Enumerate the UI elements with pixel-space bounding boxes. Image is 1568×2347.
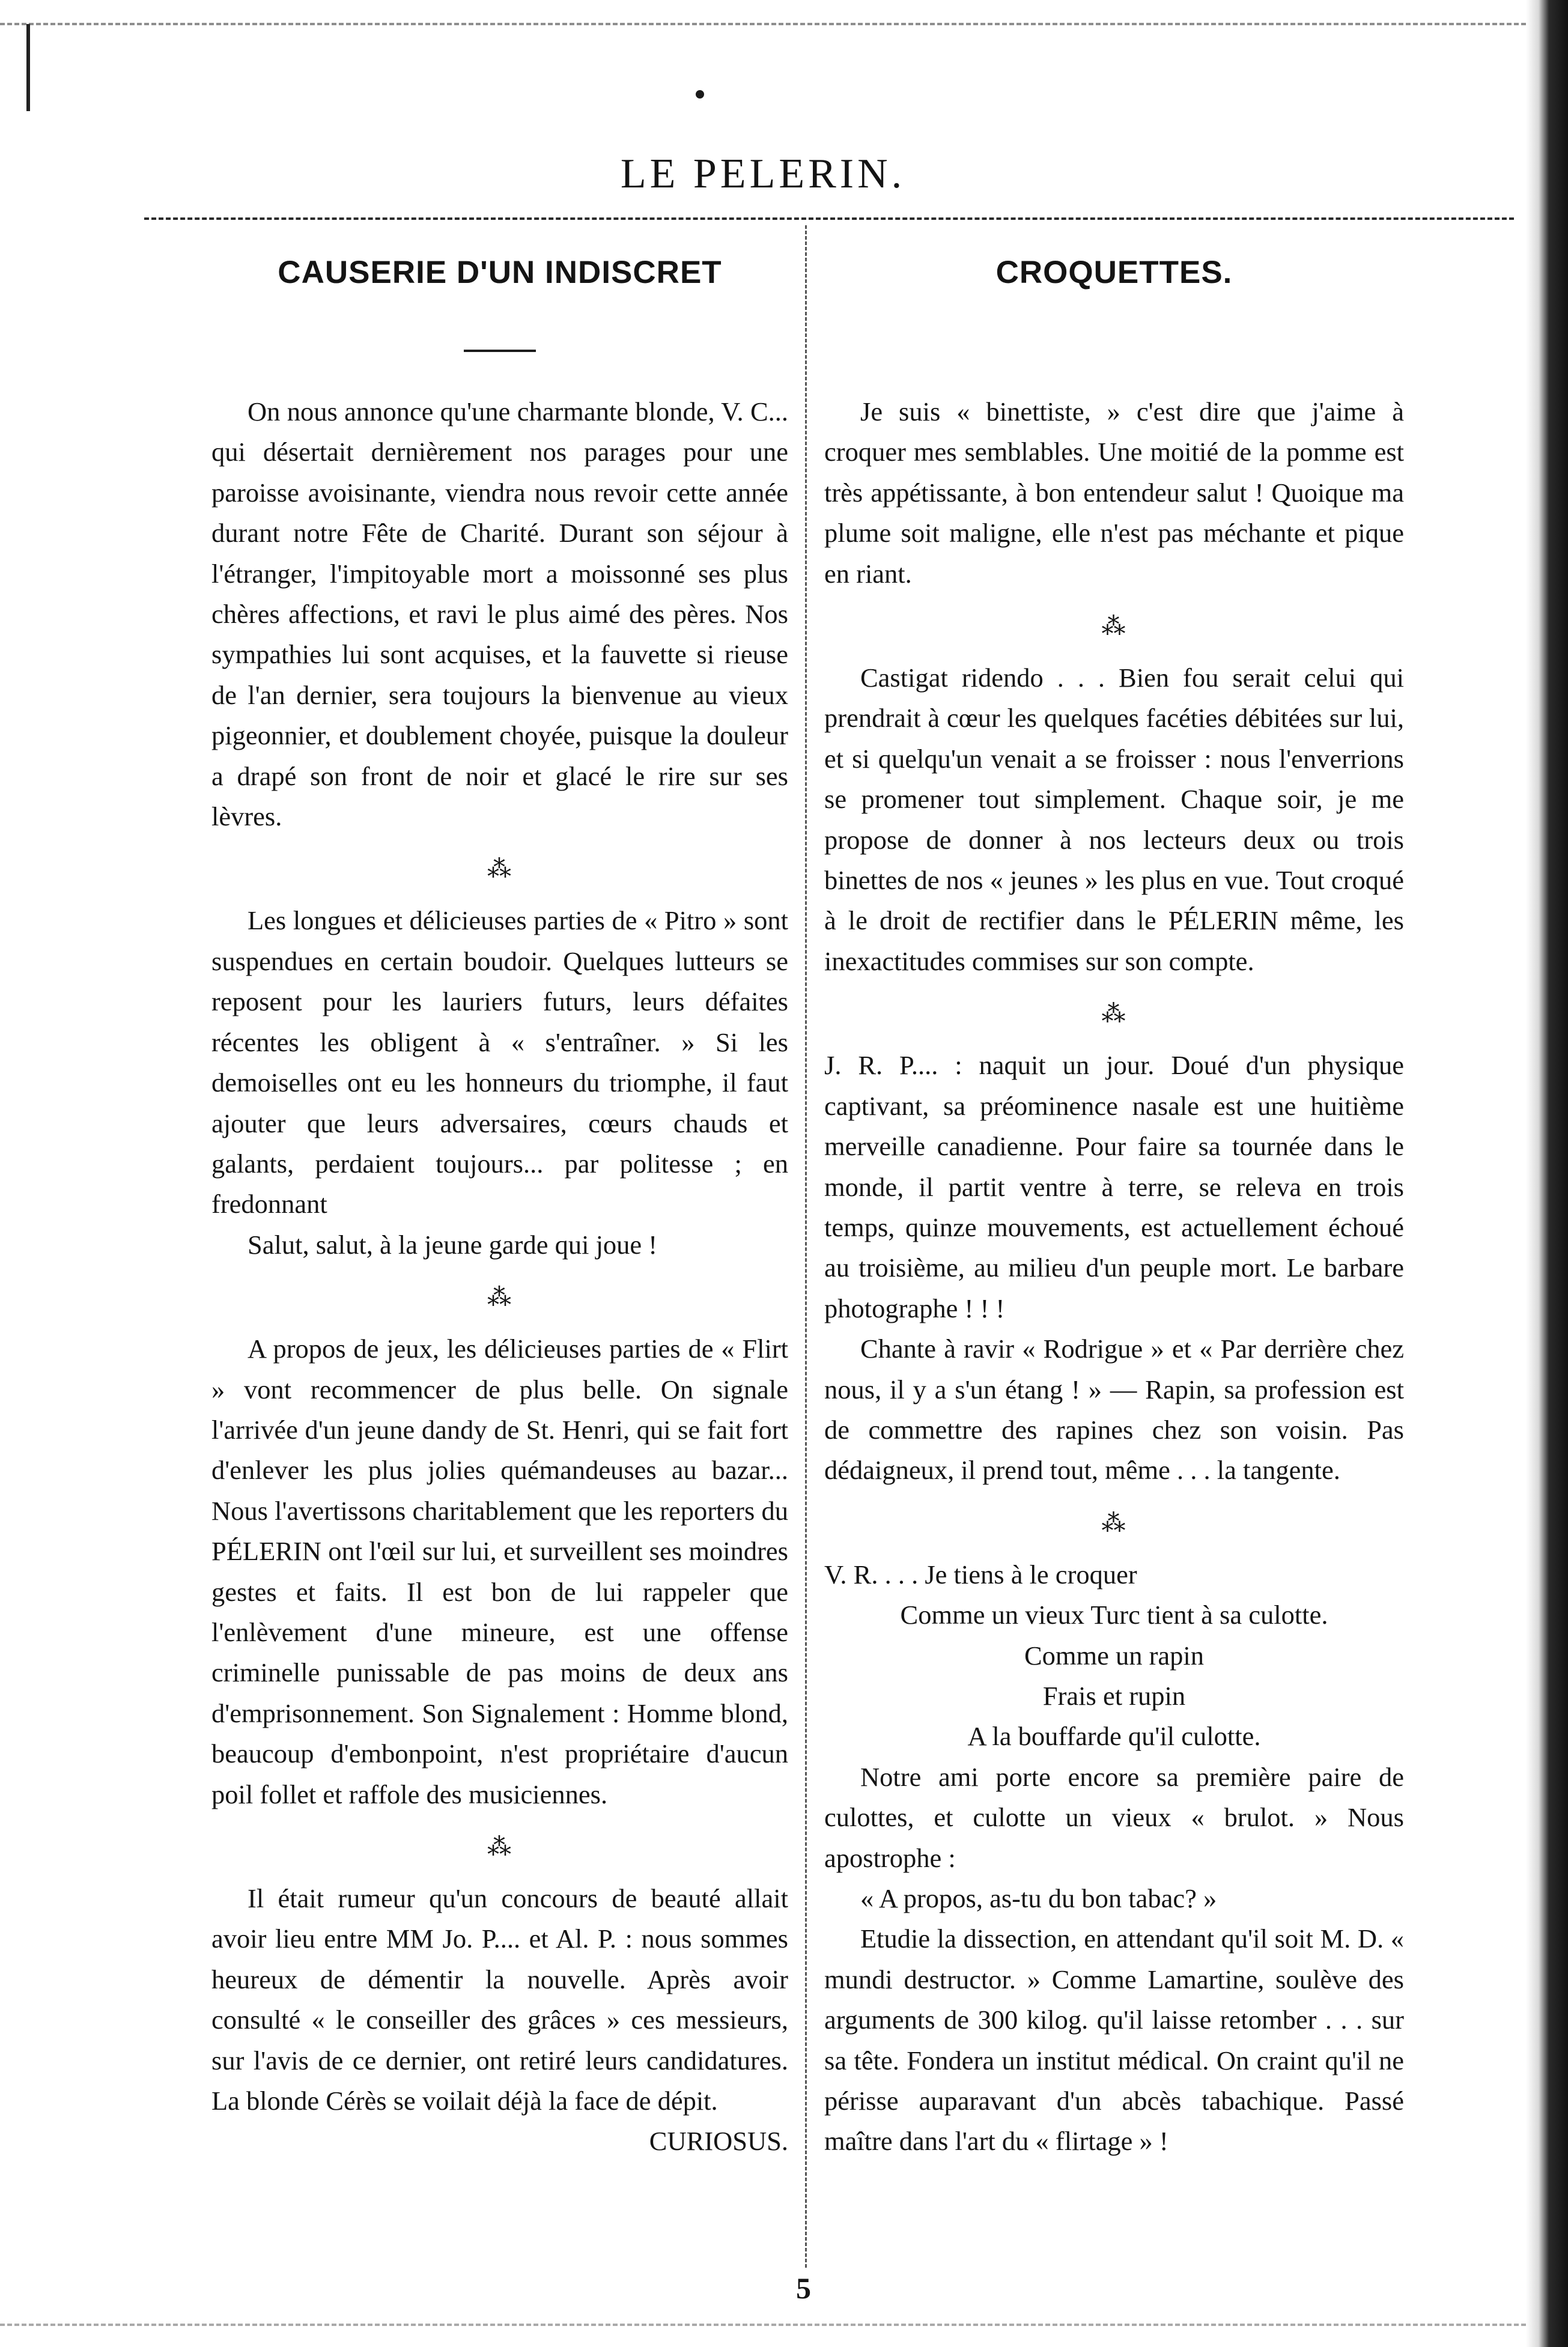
verse-line: A la bouffarde qu'il culotte. (967, 1721, 1261, 1752)
scan-edge-right (1526, 0, 1568, 2347)
article-paragraph: « A propos, as-tu du bon tabac? » (860, 1883, 1217, 1913)
left-heading: CAUSERIE D'UN INDISCRET (278, 255, 722, 290)
ink-dot (696, 90, 704, 99)
article-paragraph: Notre ami porte encore sa première paire de culottes, et culotte un vieux « brulot. » Nous apostrophe : (824, 1761, 1404, 1873)
masthead-rule (144, 217, 1514, 220)
asterism: ⁂ (487, 1284, 512, 1311)
asterism: ⁂ (487, 855, 512, 883)
verse-line: Comme un rapin (1024, 1640, 1205, 1671)
verse-line: Frais et rupin (1042, 1680, 1186, 1711)
scan-edge-top (0, 23, 1526, 30)
asterism: ⁂ (1101, 1000, 1127, 1028)
article-paragraph: Chante à ravir « Rodrigue » et « Par derrière chez nous, il y a s'un étang ! » — Rapin, sa profession est de commettre des rapines chez son voisin. Pas dédaigneux, il prend tout, même . . . la tangente. (824, 1334, 1404, 1486)
asterism: ⁂ (487, 1833, 512, 1860)
right-column (824, 251, 1404, 2162)
asterism: ⁂ (1101, 1509, 1127, 1537)
article-paragraph: V. R. . . . Je tiens à le croquer (824, 1559, 1137, 1589)
masthead-title: LE PELERIN. (620, 151, 906, 197)
article-paragraph: Etudie la dissection, en attendant qu'il soit M. D. « mundi destructor. » Comme Lamartine, soulève des arguments de 300 kilog. qu'il laisse retomber . . . sur sa tête. Fondera un institut médical. On craint qu'il ne périsse auparavant d'un abcès tabachique. Passé maître dans l'art du « flirtage » ! (824, 1923, 1404, 2157)
scan-edge-bottom (0, 2324, 1526, 2331)
page-number: 5 (796, 2271, 811, 2305)
signature: CURIOSUS. (649, 2126, 788, 2157)
article-paragraph: A propos de jeux, les délicieuses parties de « Flirt » vont recommencer de plus belle. On signale l'arrivée d'un jeune dandy de St. Henri, qui se fait fort d'enlever les plus jolies quémandeuses au bazar... Nous l'avertissons charitablement que les reporters du PÉLERIN ont l'œil sur lui, et surveillent ses moindres gestes et faits. Il est bon de lui rappeler que l'enlèvement d'une mineure, est une offense criminelle punissable de pas moins de deux ans d'emprisonnement. Son Signalement : Homme blond, beaucoup d'embonpoint, n'est propriétaire d'aucun poil follet et raffole des musiciennes. (211, 1334, 788, 1809)
asterism: ⁂ (1101, 613, 1127, 640)
left-column (211, 251, 788, 2162)
article-paragraph: Je suis « binettiste, » c'est dire que j'aime à croquer mes semblables. Une moitié de la pomme est très appétissante, à bon entendeur salut ! Quoique ma plume soit maligne, elle n'est pas méchante et pique en riant. (824, 396, 1404, 589)
right-article (824, 392, 1404, 2162)
article-paragraph: On nous annonce qu'une charmante blonde, V. C... qui désertait dernièrement nos parages pour une paroisse avoisinante, viendra nous revoir cette année durant notre Fête de Charité. Durant son séjour à l'étranger, l'impitoyable mort a moissonné ses plus chères affections, et ravi le plus aimé des pères. Nos sympathies lui sont acquises, et la fauvette si rieuse de l'an dernier, sera toujours la bienvenue au vieux pigeonnier, et doublement choyée, puisque la douleur a drapé son front de noir et glacé le rire sur ses lèvres. (211, 396, 788, 832)
column-divider (805, 225, 807, 2268)
left-article (211, 392, 788, 2162)
heading-spacer (1078, 350, 1150, 352)
article-paragraph: Il était rumeur qu'un concours de beauté allait avoir lieu entre MM Jo. P.... et Al. P. : nous sommes heureux de démentir la nouvelle. Après avoir consulté « le conseiller des grâces » ces messieurs, sur l'avis de ce dernier, ont retiré leurs candidatures. La blonde Cérès se voilait déjà la face de dépit. (211, 1883, 788, 2116)
heading-rule (464, 350, 536, 352)
right-heading: CROQUETTES. (995, 255, 1233, 290)
article-paragraph: J. R. P.... : naquit un jour. Doué d'un physique captivant, sa préominence nasale est une huitième merveille canadienne. Pour faire sa tournée dans le monde, il partit ventre à terre, se releva en trois temps, quinze mouvements, est actuellement échoué au troisième, au milieu d'un peuple mort. Le barbare photographe ! ! ! (824, 1050, 1404, 1323)
verse-line: Comme un vieux Turc tient à sa culotte. (900, 1600, 1328, 1630)
scan-mark (26, 24, 30, 111)
article-paragraph: Castigat ridendo . . . Bien fou serait celui qui prendrait à cœur les quelques facéties débitées sur lui, et si quelqu'un venait a se froisser : nous l'enverrions se promener tout simplement. Chaque soir, je me propose de donner à nos lecteurs deux ou trois binettes de nos « jeunes » les plus en vue. Tout croqué à le droit de rectifier dans le PÉLERIN même, les inexactitudes commises sur son compte. (824, 663, 1404, 976)
article-paragraph: Les longues et délicieuses parties de « Pitro » sont suspendues en certain boudoir. Quelques lutteurs se reposent pour les lauriers futurs, leurs défaites récentes les obligent à « s'entraîner. » Si les demoiselles ont eu les honneurs du triomphe, il faut ajouter que leurs adversaires, cœurs chauds et galants, perdaient toujours... par politesse ; en fredonnant (211, 905, 788, 1219)
article-paragraph: Salut, salut, à la jeune garde qui joue ! (248, 1229, 658, 1260)
